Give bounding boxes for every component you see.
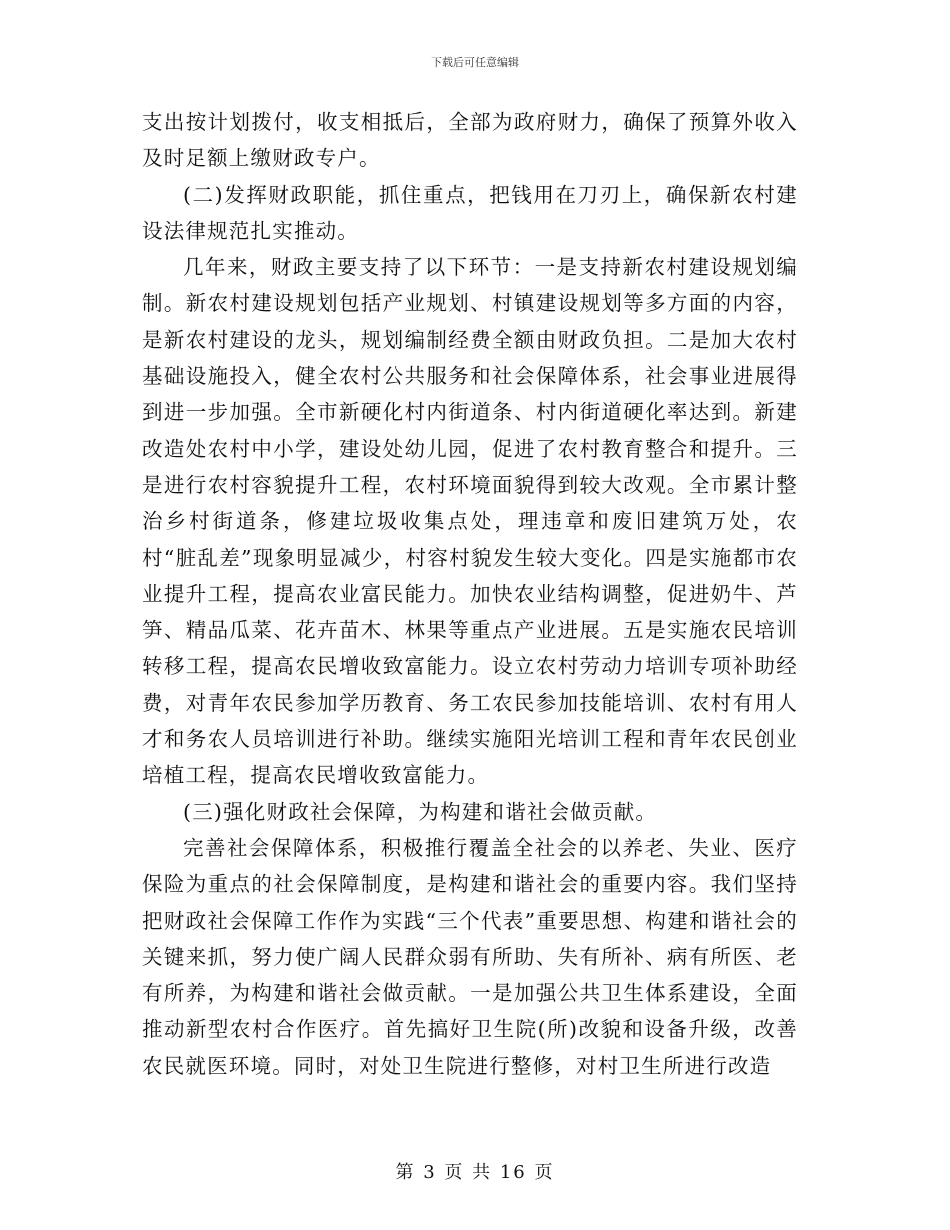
paragraph-continuation: 支出按计划拨付，收支相抵后，全部为政府财力，确保了预算外收入及时足额上缴财政专户。 (142, 110, 798, 171)
document-body (142, 104, 798, 1084)
paragraph-social-security: 完善社会保障体系，积极推行覆盖全社会的以养老、失业、医疗保险为重点的社会保障制度，是构建和谐社会的重要内容。我们坚持把财政社会保障工作作为实践“三个代表”重要思想、构建和谐社会的关键来抓，努力使广阔人民群众弱有所助、失有所补、病有所医、老有所养，为构建和谐社会做贡献。一是加强公共卫生体系建设，全面推动新型农村合作医疗。首先搞好卫生院(所)改貌和设备升级，改善农民就医环境。同时，对处卫生院进行整修，对村卫生所进行改造 (142, 835, 798, 1078)
section-heading-2: (二)发挥财政职能，抓住重点，把钱用在刀刃上，确保新农村建设法律规范扎实推动。 (142, 182, 798, 243)
section-heading-3: (三)强化财政社会保障，为构建和谐社会做贡献。 (183, 799, 658, 824)
page-header-note: 下载后可任意编辑 (431, 56, 519, 69)
page-number: 第 3 页 共 16 页 (395, 1162, 555, 1183)
paragraph-rural-support: 几年来，财政主要支持了以下环节：一是支持新农村建设规划编制。新农村建设规划包括产业规划、村镇建设规划等多方面的内容，是新农村建设的龙头，规划编制经费全额由财政负担。二是加大农村基础设施投入，健全农村公共服务和社会保障体系，社会事业进展得到进一步加强。全市新硬化村内街道条、村内街道硬化率达到。新建改造处农村中小学，建设处幼儿园，促进了农村教育整合和提升。三是进行农村容貌提升工程，农村环境面貌得到较大改观。全市累计整治乡村街道条，修建垃圾收集点处，理违章和废旧建筑万处，农村“脏乱差”现象明显减少，村容村貌发生较大变化。四是实施都市农业提升工程，提高农业富民能力。加快农业结构调整，促进奶牛、芦笋、精品瓜菜、花卉苗木、林果等重点产业进展。五是实施农民培训转移工程，提高农民增收致富能力。设立农村劳动力培训专项补助经费，对青年农民参加学历教育、务工农民参加技能培训、农村有用人才和务农人员培训进行补助。继续实施阳光培训工程和青年农民创业培植工程，提高农民增收致富能力。 (142, 255, 798, 788)
